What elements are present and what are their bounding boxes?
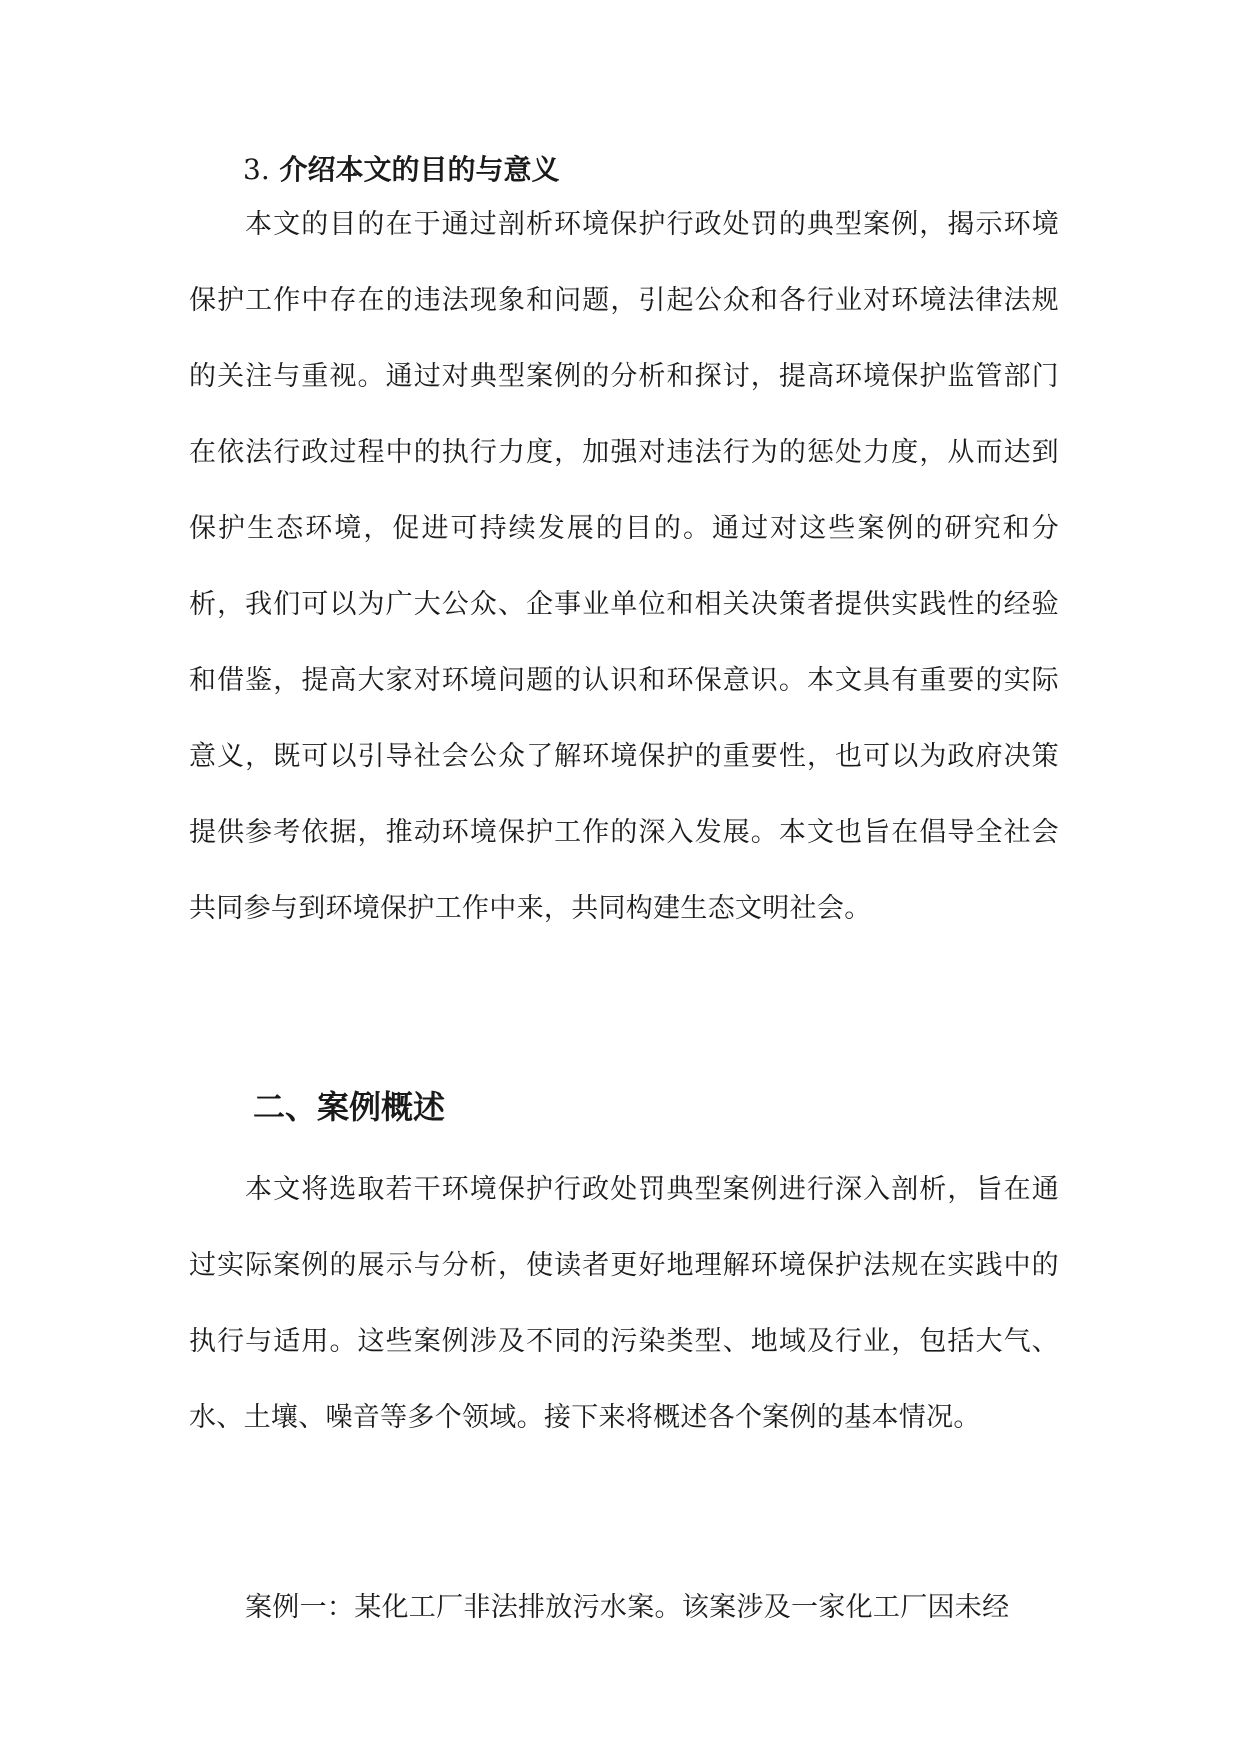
- chapter-heading-case-overview: 二、案例概述: [253, 1088, 446, 1126]
- overview-paragraph: 本文将选取若干环境保护行政处罚典型案例进行深入剖析，旨在通过实际案例的展示与分析，使读者更好地理解环境保护法规在实践中的执行与适用。这些案例涉及不同的污染类型、地域及行业，包括大气、水、土壤、噪音等多个领域。接下来将概述各个案例的基本情况。: [189, 1174, 1059, 1433]
- section-number: 3.: [243, 153, 270, 186]
- section-title: 介绍本文的目的与意义: [279, 153, 560, 186]
- purpose-paragraph: 本文的目的在于通过剖析环境保护行政处罚的典型案例，揭示环境保护工作中存在的违法现象和问题，引起公众和各行业对环境法律法规的关注与重视。通过对典型案例的分析和探讨，提高环境保护监管部门在依法行政过程中的执行力度，加强对违法行为的惩处力度，从而达到保护生态环境，促进可持续发展的目的。通过对这些案例的研究和分析，我们可以为广大公众、企事业单位和相关决策者提供实践性的经验和借鉴，提高大家对环境问题的认识和环保意识。本文具有重要的实际意义，既可以引导社会公众了解环境保护的重要性，也可以为政府决策提供参考依据，推动环境保护工作的深入发展。本文也旨在倡导全社会共同参与到环境保护工作中来，共同构建生态文明社会。: [189, 209, 1059, 924]
- section-heading-purpose: [243, 150, 559, 190]
- case-one-paragraph: 案例一：某化工厂非法排放污水案。该案涉及一家化工厂因未经: [245, 1592, 1010, 1623]
